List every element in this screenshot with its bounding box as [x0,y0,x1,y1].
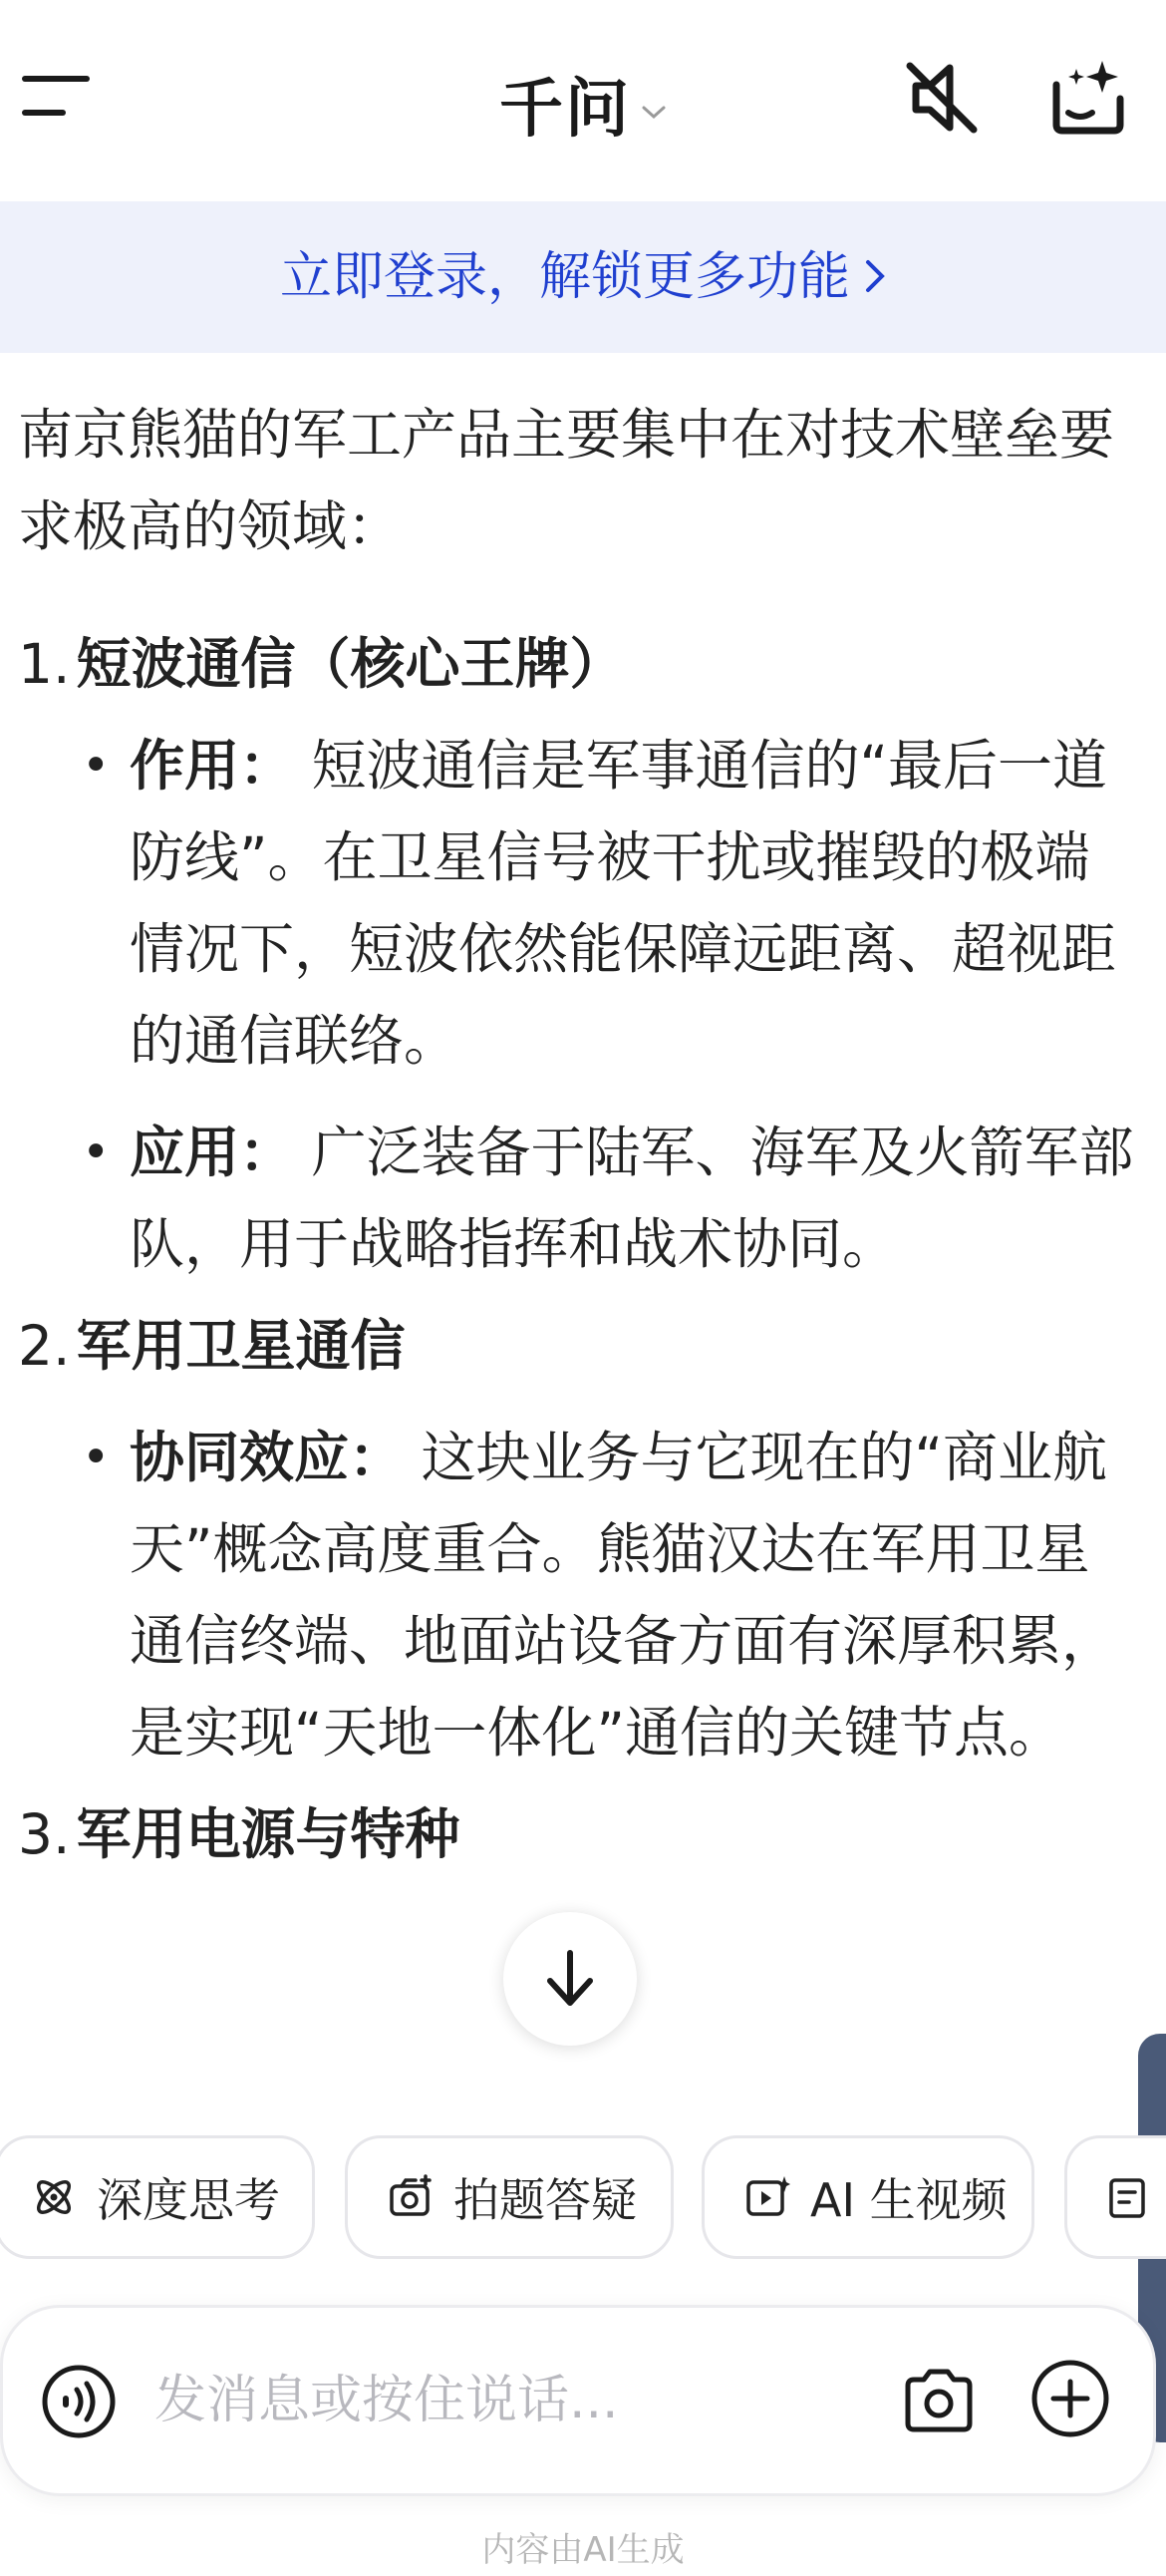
chip-label: AI 生视频 [810,2173,1008,2227]
chevron-down-icon [641,103,667,123]
list-number: 3. [18,1802,71,1866]
chip-label: 深度思考 [97,2173,280,2227]
numbered-heading [18,1300,1144,1392]
section-title: 短波通信（核心王牌） [76,632,625,696]
chip-ai-video[interactable] [702,2135,1034,2259]
chip-deep-thinking[interactable] [0,2135,315,2259]
bullet-text: 广泛装备于陆军、海军及火箭军部队，用于战略指挥和战术协同。 [130,1121,1134,1276]
content-fade [0,2034,1166,2133]
camera-question-icon [388,2174,434,2220]
section-title: 军用电源与特种 [76,1802,460,1866]
bullet-label: 协同效应： [130,1426,405,1489]
bullet-label: 应用： [130,1121,295,1184]
bullet-dot: • [82,1125,111,1180]
video-spark-icon [744,2174,790,2220]
numbered-heading [18,1788,1144,1880]
chip-more[interactable] [1064,2135,1166,2259]
bullet-dot: • [82,1430,111,1485]
app-title: 千问 [499,73,631,147]
plus-icon[interactable] [1029,2358,1111,2439]
edit-doc-icon [1107,2174,1153,2220]
list-number: 1. [18,632,71,696]
chip-photo-question[interactable] [345,2135,674,2259]
ai-disclaimer: 内容由AI生成 [481,2530,685,2570]
bullet-label: 作用： [130,734,295,798]
bullet-text: 这块业务与它现在的“商业航天”概念高度重合。熊猫汉达在军用卫星通信终端、地面站设备方面有深厚积累，是实现“天地一体化”通信的关键节点。 [130,1426,1117,1765]
bullet-text: 短波通信是军事通信的“最后一道防线”。在卫星信号被干扰或摧毁的极端情况下，短波依然能保障远距离、超视距的通信联络。 [130,734,1117,1073]
camera-icon[interactable] [900,2362,978,2439]
message-input-bar[interactable] [0,2305,1156,2496]
bullet-dot: • [82,738,111,794]
list-number: 2. [18,1314,71,1378]
voice-input-icon[interactable] [39,2362,119,2441]
chip-label: 拍题答疑 [453,2173,637,2227]
model-selector[interactable] [0,58,1166,150]
chevron-right-icon [864,259,886,293]
assistant-message [18,389,1144,1880]
top-bar [0,0,1166,199]
arrow-down-icon [540,1947,600,2011]
bullet-item [18,1107,1144,1290]
message-intro: 南京熊猫的军工产品主要集中在对技术壁垒要求极高的领域： [18,403,1115,558]
login-banner-text: 立即登录，解锁更多功能 [279,247,850,307]
scroll-to-bottom-button[interactable] [503,1912,637,2046]
section-title: 军用卫星通信 [76,1314,406,1378]
bullet-item [18,1412,1144,1778]
atom-icon [31,2174,77,2220]
message-input[interactable]: 发消息或按住说话... [154,2371,619,2430]
quick-action-chips [0,2135,1166,2263]
speaker-muted-icon[interactable] [902,58,982,138]
bullet-item [18,720,1144,1087]
login-banner[interactable] [0,201,1166,353]
new-chat-sparkle-icon[interactable] [1046,55,1130,139]
numbered-heading [18,618,1144,710]
